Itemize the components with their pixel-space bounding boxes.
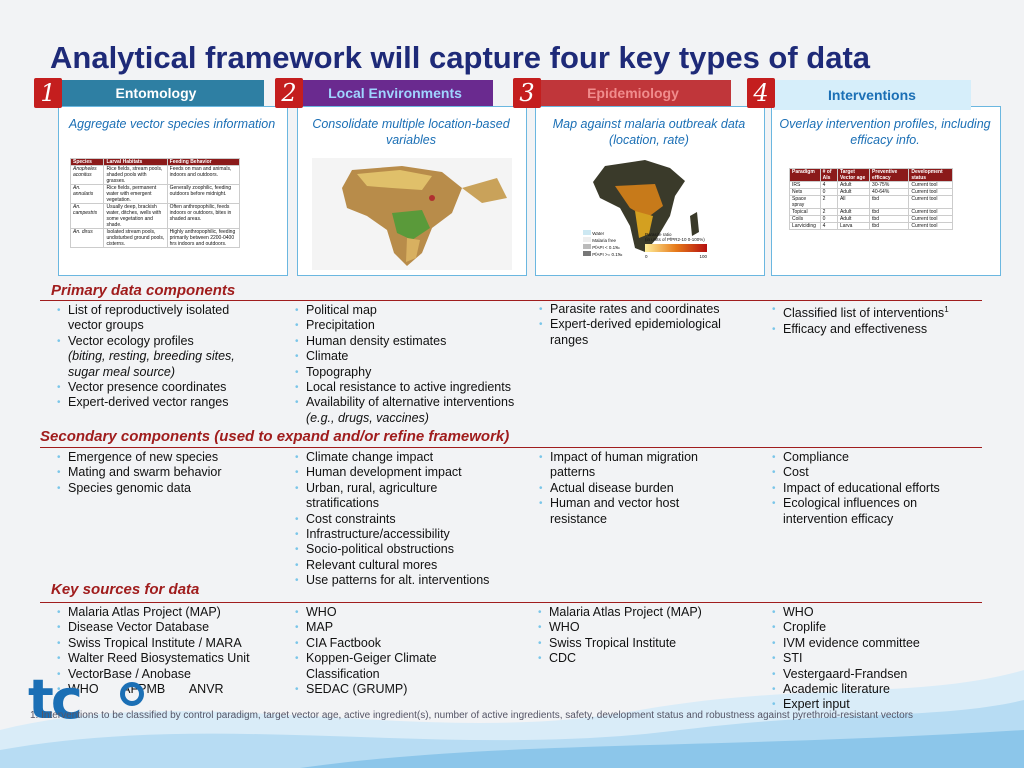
list-item: • Malaria Atlas Project (MAP) <box>537 605 762 620</box>
table-cell: An. campestris <box>71 204 104 229</box>
list-item: • Human development impact <box>294 465 539 480</box>
list-item: stratifications <box>306 496 379 511</box>
table-cell: 2 <box>820 196 837 209</box>
column-description: Consolidate multiple location-based variables <box>312 117 510 147</box>
sources-heading: Key sources for data <box>51 581 200 598</box>
list-item: • Use patterns for alt. interventions <box>294 573 539 588</box>
table-row <box>71 229 240 248</box>
scale-min: 0 <box>645 254 648 259</box>
table-cell: Isolated stream pools, undisturbed ground pools, cisterns. <box>104 229 167 248</box>
table-row <box>71 166 240 185</box>
column-interventions <box>753 79 1001 276</box>
list-item: • Emergence of new species <box>56 450 281 465</box>
table-row <box>71 185 240 204</box>
table-row <box>790 182 953 189</box>
column-header: Species <box>71 159 104 166</box>
table-cell: Anopheles aconitus <box>71 166 104 185</box>
column-epidemiology <box>519 79 765 276</box>
list-item: • VectorBase / Anobase <box>56 667 281 682</box>
list-item: • CIA Factbook <box>294 636 539 651</box>
table-cell: Current tool <box>909 196 953 209</box>
vector-species-table <box>70 158 240 248</box>
table-cell: An. dirus <box>71 229 104 248</box>
table-cell: Adult <box>837 182 869 189</box>
table-cell: Adult <box>837 216 869 223</box>
column-number: 3 <box>513 78 541 108</box>
column-header: Epidemiology <box>535 80 731 106</box>
scale-bar <box>645 244 707 252</box>
list-item: • Species genomic data <box>56 481 281 496</box>
list-item: • Efficacy and effectiveness <box>771 322 986 337</box>
list-item: • Parasite rates and coordinates <box>538 302 763 317</box>
table-row <box>790 196 953 209</box>
list-item: • Cost constraints <box>294 512 539 527</box>
list-item: • WHO <box>537 620 762 635</box>
table-cell: IRS <box>790 182 821 189</box>
list-item: • Swiss Tropical Institute <box>537 636 762 651</box>
list-item: • Croplife <box>771 620 986 635</box>
list-item: sugar meal source) <box>68 364 175 379</box>
column-header: Entomology <box>48 80 264 106</box>
table-cell: tbd <box>870 223 909 230</box>
column-header: Development status <box>909 169 953 182</box>
primary-heading: Primary data components <box>51 282 236 299</box>
parasite-scale <box>645 232 715 259</box>
list-item: • Koppen-Geiger Climate <box>294 651 539 666</box>
table-cell: All <box>837 196 869 209</box>
list-item: • Compliance <box>771 450 986 465</box>
primary-list-interventions <box>771 302 986 337</box>
column-number: 2 <box>275 78 303 108</box>
map-legend <box>583 230 622 258</box>
list-item: • Precipitation <box>294 318 539 333</box>
column-header: Interventions <box>773 80 971 110</box>
table-cell: 30-75% <box>870 182 909 189</box>
interventions-table <box>789 168 953 230</box>
table-cell: 4 <box>820 223 837 230</box>
list-item: • Climate <box>294 349 539 364</box>
list-item: • Human density estimates <box>294 334 539 349</box>
list-item: • Vector ecology profiles <box>56 334 281 349</box>
table-row <box>790 189 953 196</box>
table-cell: Generally zoophilic, feeding outdoors before midnight. <box>167 185 239 204</box>
column-header: Local Environments <box>297 80 493 106</box>
sources-list-epidemiology <box>537 605 762 667</box>
column-description: Aggregate vector species information <box>68 117 276 131</box>
table-cell: Adult <box>837 209 869 216</box>
list-item: • Topography <box>294 365 539 380</box>
table-cell: Usually deep, brackish water, ditches, wells with some vegetation and shade. <box>104 204 167 229</box>
table-cell: 0 <box>820 189 837 196</box>
list-item: • List of reproductively isolated <box>56 303 281 318</box>
list-item: • Walter Reed Biosystematics Unit <box>56 651 281 666</box>
column-header: Feeding Behavior <box>167 159 239 166</box>
column-description: Overlay intervention profiles, including efficacy info. <box>779 117 991 147</box>
column-header: Preventive efficacy <box>870 169 909 182</box>
scale-title: Parasite ratio <box>645 232 672 237</box>
table-cell: Often anthropophilic, feeds indoors or outdoors, bites in shaded areas. <box>167 204 239 229</box>
list-item: • Availability of alternative interventions <box>294 395 539 410</box>
legend-item: PfAPI < 0.1‰ <box>583 244 622 251</box>
table-cell: Current tool <box>909 216 953 223</box>
legend-item: Malaria free <box>583 237 622 244</box>
sources-list-entomology <box>56 605 281 697</box>
table-cell: Larva <box>837 223 869 230</box>
list-item: • Socio-political obstructions <box>294 542 539 557</box>
table-header-row <box>71 159 240 166</box>
list-item: • Infrastructure/accessibility <box>294 527 539 542</box>
list-item: • STI <box>771 651 986 666</box>
table-row <box>71 204 240 229</box>
primary-list-environments <box>294 303 539 426</box>
column-number: 4 <box>747 78 775 108</box>
table-header-row <box>790 169 953 182</box>
list-item: • Impact of human migration <box>538 450 763 465</box>
legend-item: PfAPI >= 0.1‰ <box>583 251 622 258</box>
table-cell: Feeds on man and animals, indoors and outdoors. <box>167 166 239 185</box>
list-item: • Academic literature <box>771 682 986 697</box>
list-item: • Malaria Atlas Project (MAP) <box>56 605 281 620</box>
column-header: Paradigm <box>790 169 821 182</box>
table-cell: 2 <box>820 209 837 216</box>
scale-subtitle: (in units of PfPR2-10 0-100%) <box>645 237 705 242</box>
list-item: • Expert input <box>771 697 986 712</box>
column-header: Larval Habitats <box>104 159 167 166</box>
table-cell: Coils <box>790 216 821 223</box>
list-item: • Vestergaard-Frandsen <box>771 667 986 682</box>
list-item: patterns <box>550 465 596 480</box>
sources-list-environments <box>294 605 539 697</box>
list-item: • Relevant cultural mores <box>294 558 539 573</box>
slide-title: Analytical framework will capture four key types of data <box>50 40 871 75</box>
list-item: • Cost <box>771 465 986 480</box>
list-item: • Climate change impact <box>294 450 539 465</box>
list-item: intervention efficacy <box>783 511 894 526</box>
list-item: • Local resistance to active ingredients <box>294 380 539 395</box>
list-item: • Mating and swarm behavior <box>56 465 281 480</box>
list-item: vector groups <box>68 318 144 333</box>
table-cell: 0 <box>820 216 837 223</box>
list-item: • Ecological influences on <box>771 496 986 511</box>
list-item: • MAP <box>294 620 539 635</box>
footnote: 1. Interventions to be classified by control paradigm, target vector age, active ingredient(s), number of active ingredients, safety, development status and robustness against pyrethroid-resistant vectors <box>30 710 914 721</box>
column-number: 1 <box>34 78 62 108</box>
table-cell: Current tool <box>909 189 953 196</box>
table-cell: tbd <box>870 209 909 216</box>
table-cell: 40-64% <box>870 189 909 196</box>
table-cell: Larviciding <box>790 223 821 230</box>
list-item: • CDC <box>537 651 762 666</box>
table-cell: Topical <box>790 209 821 216</box>
divider <box>40 300 982 301</box>
list-item: ranges <box>550 332 589 347</box>
table-row <box>790 216 953 223</box>
list-item: • Urban, rural, agriculture <box>294 481 539 496</box>
column-header: # of AIs <box>820 169 837 182</box>
list-item: • Impact of educational efforts <box>771 481 986 496</box>
table-cell: Rice fields, permanent water with emergent vegetation. <box>104 185 167 204</box>
table-cell: Highly anthropophilic, feeding primarily between 2200-0400 hrs indoors and outdoors. <box>167 229 239 248</box>
secondary-heading: Secondary components (used to expand and/or refine framework) <box>40 428 510 445</box>
list-item: • Human and vector host <box>538 496 763 511</box>
table-cell: Current tool <box>909 223 953 230</box>
list-item: • Actual disease burden <box>538 481 763 496</box>
table-cell: Rice fields, stream pools, shaded pools with grasses. <box>104 166 167 185</box>
list-item: • WHO AFPMB ANVR <box>56 682 281 697</box>
list-item: • Expert-derived vector ranges <box>56 395 281 410</box>
table-cell: 4 <box>820 182 837 189</box>
list-item: • IVM evidence committee <box>771 636 986 651</box>
sources-list-interventions <box>771 605 986 713</box>
list-item: • WHO <box>771 605 986 620</box>
list-item: (biting, resting, breeding sites, <box>68 349 235 364</box>
secondary-list-epidemiology <box>538 450 763 527</box>
scale-max: 100 <box>699 254 707 259</box>
table-row <box>790 209 953 216</box>
secondary-list-interventions <box>771 450 986 527</box>
column-description: Map against malaria outbreak data (location, rate) <box>552 117 746 147</box>
column-header: Target Vector age <box>837 169 869 182</box>
primary-list-entomology <box>56 303 281 411</box>
list-item: • Disease Vector Database <box>56 620 281 635</box>
column-entomology <box>40 79 288 276</box>
list-item: • Expert-derived epidemiological <box>538 317 763 332</box>
climate-map-image <box>312 158 512 270</box>
list-item: • Swiss Tropical Institute / MARA <box>56 636 281 651</box>
list-item: resistance <box>550 511 607 526</box>
table-cell: tbd <box>870 196 909 209</box>
list-item: • SEDAC (GRUMP) <box>294 682 539 697</box>
table-cell: tbd <box>870 216 909 223</box>
footnote-ref: 1 <box>944 305 949 314</box>
column-local-environments <box>281 79 527 276</box>
secondary-list-entomology <box>56 450 281 496</box>
list-item: • Classified list of interventions$^1$ <box>771 302 986 322</box>
divider <box>40 447 982 448</box>
table-cell: Current tool <box>909 182 953 189</box>
table-row <box>790 223 953 230</box>
table-cell: An. annularis <box>71 185 104 204</box>
table-cell: Current tool <box>909 209 953 216</box>
list-item: • Political map <box>294 303 539 318</box>
list-item: Classification <box>306 666 380 681</box>
legend-item: Water <box>583 230 622 237</box>
primary-list-epidemiology <box>538 302 763 348</box>
list-item: (e.g., drugs, vaccines) <box>306 410 429 425</box>
secondary-list-environments <box>294 450 539 589</box>
table-cell: Space spray <box>790 196 821 209</box>
list-item: • Vector presence coordinates <box>56 380 281 395</box>
table-cell: Nets <box>790 189 821 196</box>
list-item: • WHO <box>294 605 539 620</box>
company-logo: tc <box>28 668 80 731</box>
table-cell: Adult <box>837 189 869 196</box>
